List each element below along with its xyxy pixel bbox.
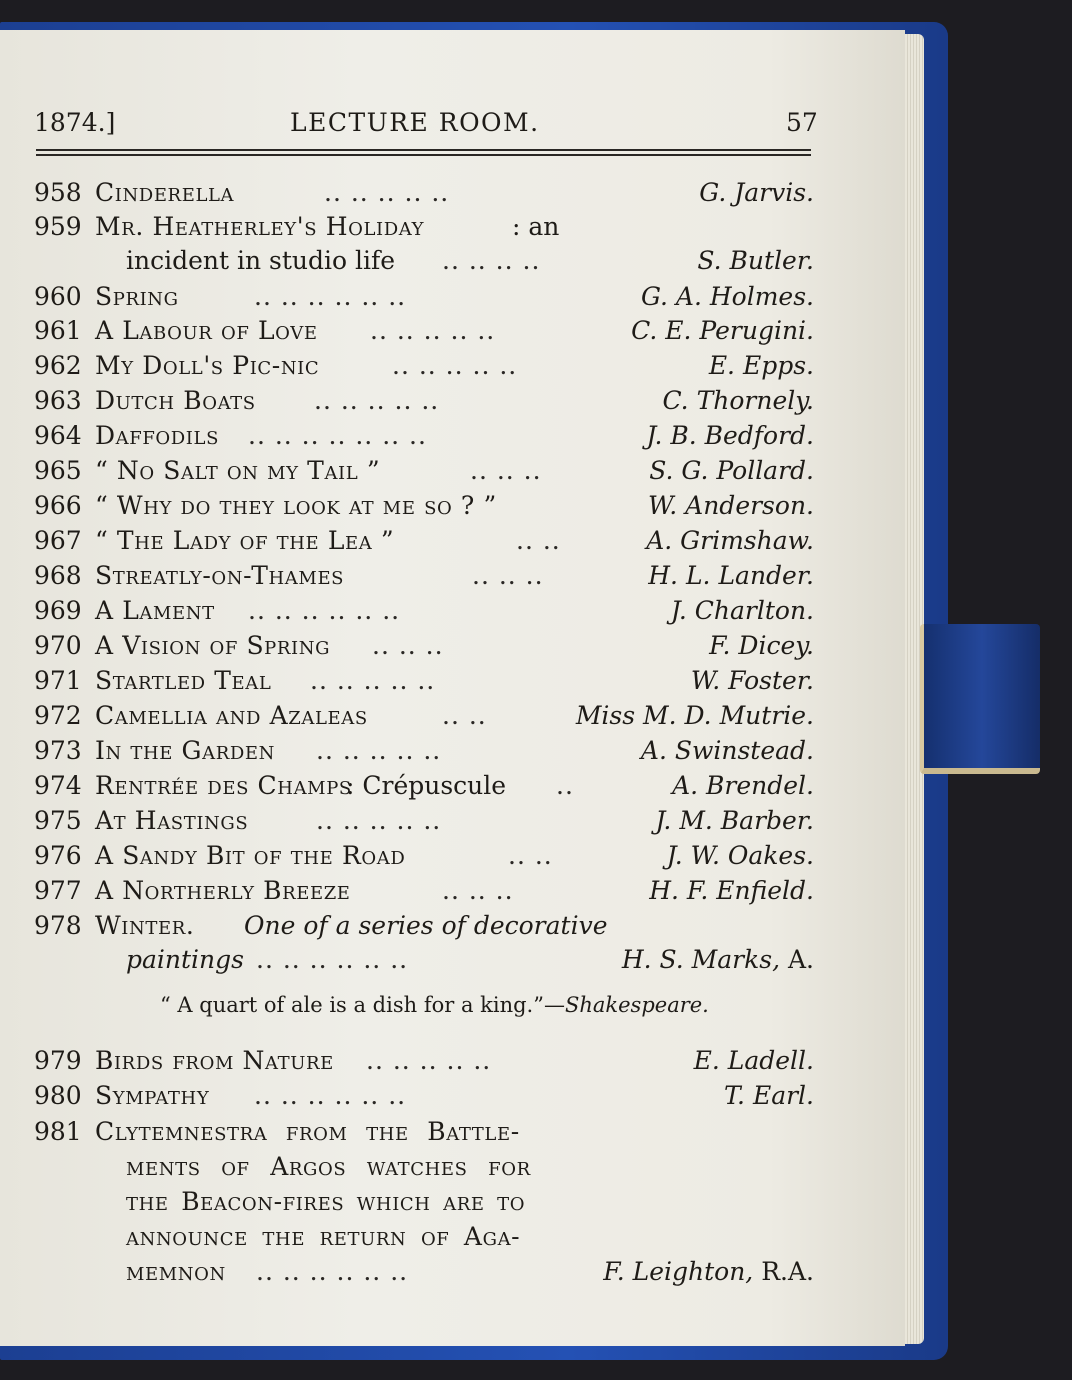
quotation [160, 993, 709, 1017]
catalogue-entry-981-line2 [34, 1152, 814, 1186]
catalogue-entry-970 [34, 631, 814, 665]
entry-title: “ No Salt on my Tail ” [95, 456, 381, 485]
entry-artist-suffix: A. [787, 945, 814, 974]
catalogue-entry-960 [34, 282, 814, 316]
leader-dots: .. .. .. [442, 876, 514, 905]
entry-title: Clytemnestra from the Battle- [95, 1117, 520, 1146]
entry-number: 979 [34, 1046, 82, 1075]
catalogue-entry-972 [34, 701, 814, 735]
entry-artist: J. Charlton. [670, 596, 814, 625]
entry-number: 977 [34, 876, 82, 905]
entry-title: Dutch Boats [95, 386, 256, 415]
leader-dots: .. .. [508, 841, 553, 870]
entry-title: Startled Teal [95, 666, 272, 695]
entry-artist-group [603, 1257, 814, 1286]
entry-number: 974 [34, 771, 82, 800]
leader-dots: .. .. .. .. .. [310, 666, 436, 695]
entry-number: 964 [34, 421, 82, 450]
entry-artist: F. Dicey. [709, 631, 814, 660]
entry-artist: C. Thornely. [662, 386, 814, 415]
entry-number: 975 [34, 806, 82, 835]
leader-dots: .. .. .. [470, 456, 542, 485]
entry-artist: W. Anderson. [647, 491, 814, 520]
entry-artist: A. Grimshaw. [646, 526, 814, 555]
quotation-text: “ A quart of ale is a dish for a king.”— [160, 993, 565, 1017]
quotation-source: Shakespeare. [564, 993, 709, 1017]
catalogue-entry-968 [34, 561, 814, 595]
entry-artist: C. E. Perugini. [631, 316, 814, 345]
entry-artist: H. S. Marks, [621, 945, 781, 974]
catalogue-entry-969 [34, 596, 814, 630]
entry-artist: A. Swinstead. [640, 736, 814, 765]
entry-title-line3: the Beacon-fires which are to [126, 1187, 526, 1216]
entry-artist: S. G. Pollard. [649, 456, 814, 485]
entry-title: Streatly-on-Thames [95, 561, 345, 590]
leader-dots: .. .. .. .. .. [370, 316, 496, 345]
entry-artist: G. Jarvis. [699, 178, 814, 207]
catalogue-entry-959-line2 [34, 246, 814, 280]
leader-dots: .. .. .. .. .. [316, 736, 442, 765]
leader-dots: .. .. .. .. .. .. [254, 282, 407, 311]
running-head-year: 1874.] [34, 108, 116, 137]
entry-artist: W. Foster. [690, 666, 814, 695]
catalogue-entry-981-line4 [34, 1222, 814, 1256]
leader-dots: .. .. .. .. .. [316, 806, 442, 835]
entry-artist: F. Leighton, [603, 1257, 754, 1286]
entry-number: 978 [34, 911, 82, 940]
leader-dots: .. .. .. .. [442, 246, 541, 275]
entry-title-line2: ments of Argos watches for [126, 1152, 531, 1181]
entry-artist: H. F. Enfield. [649, 876, 814, 905]
entry-title: “ Why do they look at me so ? ” [95, 491, 497, 520]
catalogue-entry-978-line2 [34, 945, 814, 979]
entry-title: A Vision of Spring [95, 631, 331, 660]
catalogue-entry-980 [34, 1081, 814, 1115]
entry-number: 969 [34, 596, 82, 625]
entry-title: My Doll's Pic-nic [95, 351, 320, 380]
entry-number: 981 [34, 1117, 82, 1146]
catalogue-entry-974 [34, 771, 814, 805]
entry-artist: J. B. Bedford. [646, 421, 814, 450]
entry-number: 973 [34, 736, 82, 765]
entry-artist-suffix: R.A. [761, 1257, 814, 1286]
leader-dots: .. .. .. .. .. .. .. [248, 421, 427, 450]
catalogue-entry-959 [34, 212, 814, 246]
catalogue-entry-973 [34, 736, 814, 770]
entry-title: A Labour of Love [95, 316, 318, 345]
catalogue-entry-979 [34, 1046, 814, 1080]
entry-artist: E. Ladell. [693, 1046, 814, 1075]
catalogue-entry-981 [34, 1117, 814, 1151]
entry-title-line2: incident in studio life [126, 246, 396, 275]
entry-title: Rentrée des Champs [95, 771, 352, 800]
catalogue-entry-977 [34, 876, 814, 910]
catalogue-entry-962 [34, 351, 814, 385]
entry-title-line5: memnon [126, 1257, 226, 1286]
leader-dots: .. .. .. .. .. [314, 386, 440, 415]
entry-title: At Hastings [95, 806, 249, 835]
catalogue-entry-964 [34, 421, 814, 455]
entry-number: 959 [34, 212, 82, 241]
leader-dots: .. .. .. [472, 561, 544, 590]
entry-number: 980 [34, 1081, 82, 1110]
header-rule [36, 149, 811, 151]
entry-number: 967 [34, 526, 82, 555]
entry-artist: Miss M. D. Mutrie. [575, 701, 814, 730]
leader-dots: .. .. .. .. .. [366, 1046, 492, 1075]
catalogue-entry-981-line5 [34, 1257, 814, 1291]
entry-title: A Lament [95, 596, 215, 625]
entry-title: Spring [95, 282, 179, 311]
entry-title: Birds from Nature [95, 1046, 334, 1075]
entry-title: Sympathy [95, 1081, 210, 1110]
entry-title: A Northerly Breeze [95, 876, 351, 905]
entry-artist: H. L. Lander. [648, 561, 814, 590]
index-tab [920, 624, 1040, 774]
leader-dots: .. .. .. .. .. .. [254, 1081, 407, 1110]
leader-dots: .. .. [516, 526, 561, 555]
entry-title-continuation: : Crépuscule [346, 771, 507, 800]
catalogue-entry-966 [34, 491, 814, 525]
entry-artist: T. Earl. [724, 1081, 814, 1110]
leader-dots: .. .. .. [372, 631, 444, 660]
entry-title: In the Garden [95, 736, 276, 765]
catalogue-entry-965 [34, 456, 814, 490]
catalogue-entry-981-line3 [34, 1187, 814, 1221]
page-number: 57 [786, 108, 818, 137]
entry-title-line2: paintings [126, 945, 244, 974]
leader-dots: .. .. .. .. .. .. [256, 945, 409, 974]
entry-title: Cinderella [95, 178, 235, 207]
entry-number: 970 [34, 631, 82, 660]
entry-artist: S. Butler. [697, 246, 814, 275]
catalogue-entry-958 [34, 178, 814, 212]
leader-dots: .. [556, 771, 574, 800]
catalogue-entry-978 [34, 911, 814, 945]
header-rule-double [36, 154, 811, 156]
leader-dots: .. .. [442, 701, 487, 730]
entry-title: Daffodils [95, 421, 220, 450]
leader-dots: .. .. .. .. .. [392, 351, 518, 380]
entry-title-continuation: : an [512, 212, 560, 241]
entry-artist: J. W. Oakes. [666, 841, 814, 870]
catalogue-entry-967 [34, 526, 814, 560]
entry-title: “ The Lady of the Lea ” [95, 526, 395, 555]
catalogue-entry-976 [34, 841, 814, 875]
entry-title: Mr. Heatherley's Holiday [95, 212, 425, 241]
entry-number: 960 [34, 282, 82, 311]
entry-number: 976 [34, 841, 82, 870]
entry-number: 968 [34, 561, 82, 590]
entry-title: Camellia and Azaleas [95, 701, 368, 730]
entry-number: 966 [34, 491, 82, 520]
catalogue-entry-961 [34, 316, 814, 350]
entry-title: Winter. [95, 911, 195, 940]
running-head-title: LECTURE ROOM. [290, 108, 540, 137]
entry-artist: G. A. Holmes. [640, 282, 814, 311]
entry-artist: A. Brendel. [672, 771, 814, 800]
catalogue-entry-971 [34, 666, 814, 700]
entry-title: A Sandy Bit of the Road [95, 841, 406, 870]
leader-dots: .. .. .. .. .. .. [248, 596, 401, 625]
entry-artist: E. Epps. [708, 351, 814, 380]
entry-title-continuation: One of a series of decorative [244, 911, 608, 940]
entry-number: 965 [34, 456, 82, 485]
entry-title-line4: announce the return of Aga- [126, 1222, 521, 1251]
entry-artist: J. M. Barber. [655, 806, 814, 835]
leader-dots: .. .. .. .. .. [324, 178, 450, 207]
entry-number: 963 [34, 386, 82, 415]
leader-dots: .. .. .. .. .. .. [256, 1257, 409, 1286]
entry-number: 961 [34, 316, 82, 345]
entry-number: 958 [34, 178, 82, 207]
entry-number: 972 [34, 701, 82, 730]
catalogue-entry-975 [34, 806, 814, 840]
catalogue-entry-963 [34, 386, 814, 420]
entry-artist-group [622, 945, 814, 974]
entry-number: 962 [34, 351, 82, 380]
entry-number: 971 [34, 666, 82, 695]
